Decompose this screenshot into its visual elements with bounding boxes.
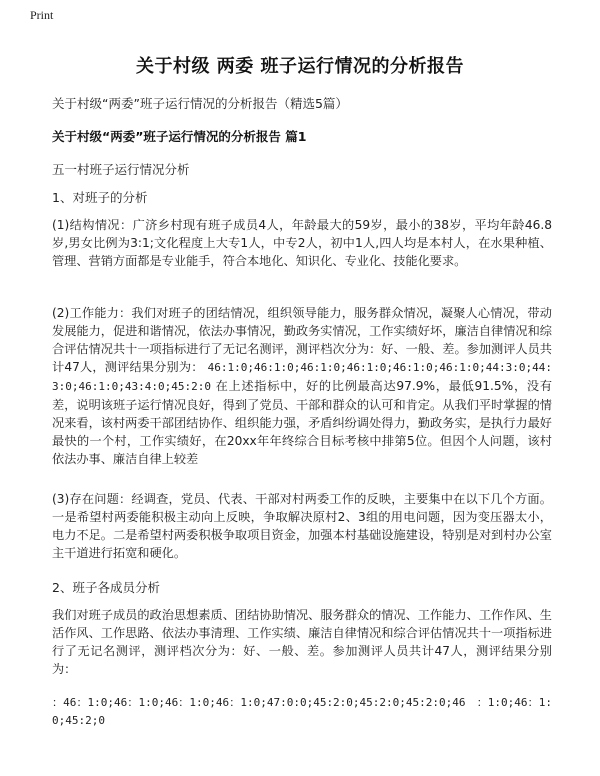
document-title: 关于村级 两委 班子运行情况的分析报告 <box>135 56 465 77</box>
article-heading: 关于村级“两委”班子运行情况的分析报告 篇1 <box>52 129 307 144</box>
print-label[interactable]: Print <box>30 8 54 22</box>
paragraph-member-evaluation: 我们对班子成员的政治思想素质、团结协助情况、服务群众的情况、工作能力、工作作风、生活作风、工作思路、依法办事清理、工作实绩、廉洁自律情况和综合评估情况共十一项指标进行了无记名测评，测评档次分为：好、一般、差。参加测评人员共计47人，测评结果分别为： <box>52 608 552 676</box>
paragraph-structure: (1)结构情况：广济乡村现有班子成员4人，年龄最大的59岁，最小的38岁，平均年龄46.8岁,男女比例为3:1;文化程度上大专1人，中专2人，初中1人,四人均是本村人，在水果种植、管理、营销方面都是专业能手，符合本地化、知识化、专业化、技能化要求。 <box>52 218 552 268</box>
paragraph-problems: (3)存在问题：经调查，党员、代表、干部对村两委工作的反映，主要集中在以下几个方面。一是希望村两委能积极主动向上反映，争取解决原村2、3组的用电问题，因为变压器太小，电力不足。二是希望村两委积极争取项目资金，加强本村基础设施建设，特别是对到村办公室主干道进行拓宽和硬化。 <box>52 492 552 560</box>
paragraph-ability-intro: (2)工作能力：我们对班子的团结情况，组织领导能力，服务群众情况，凝聚人心情况，带动发展能力，促进和谐情况，依法办事情况，勤政务实情况，工作实绩好坏，廉洁自律情况和综合评估情况共十一项指标进行了无记名测评，测评档次分为：好、一般、差。参加测评人员共计47人，测评结果分别为： <box>52 306 552 374</box>
paragraph-ability-conclusion: 在上述指标中，好的比例最高达97.9%，最低91.5%，没有差，说明该班子运行情况良好，得到了党员、干部和群众的认可和肯定。从我们平时掌握的情况来看，该村两委干部团结协作、组织能力强，矛盾纠纷调处得力，勤政务实，是执行力最好最快的一个村，工作实绩好，在20xx年年终综合目标考核中排第5位。但因个人问题，该村依法办事、廉洁自律上较差 <box>52 379 553 466</box>
ability-scores: 46:1:0;46:1:0;46:1:0;46:1:0;46:1:0;46:1:0;44:3:0;44:3:0;46:1:0;43:4:0;45:2:0 <box>52 361 552 393</box>
member-scores: ：46：1:0;46：1:0;46：1:0;46：1:0;47:0:0;45:2:0;45:2:0;45:2:0;46 ：1:0;46：1:0;45:2;0 <box>52 696 552 727</box>
paragraph-ability <box>52 304 552 468</box>
subsection-member-analysis: 2、班子各成员分析 <box>52 580 160 595</box>
section-title: 五一村班子运行情况分析 <box>52 162 190 177</box>
subsection-team-analysis: 1、对班子的分析 <box>52 190 148 205</box>
document-subtitle: 关于村级“两委”班子运行情况的分析报告（精选5篇） <box>52 96 348 111</box>
